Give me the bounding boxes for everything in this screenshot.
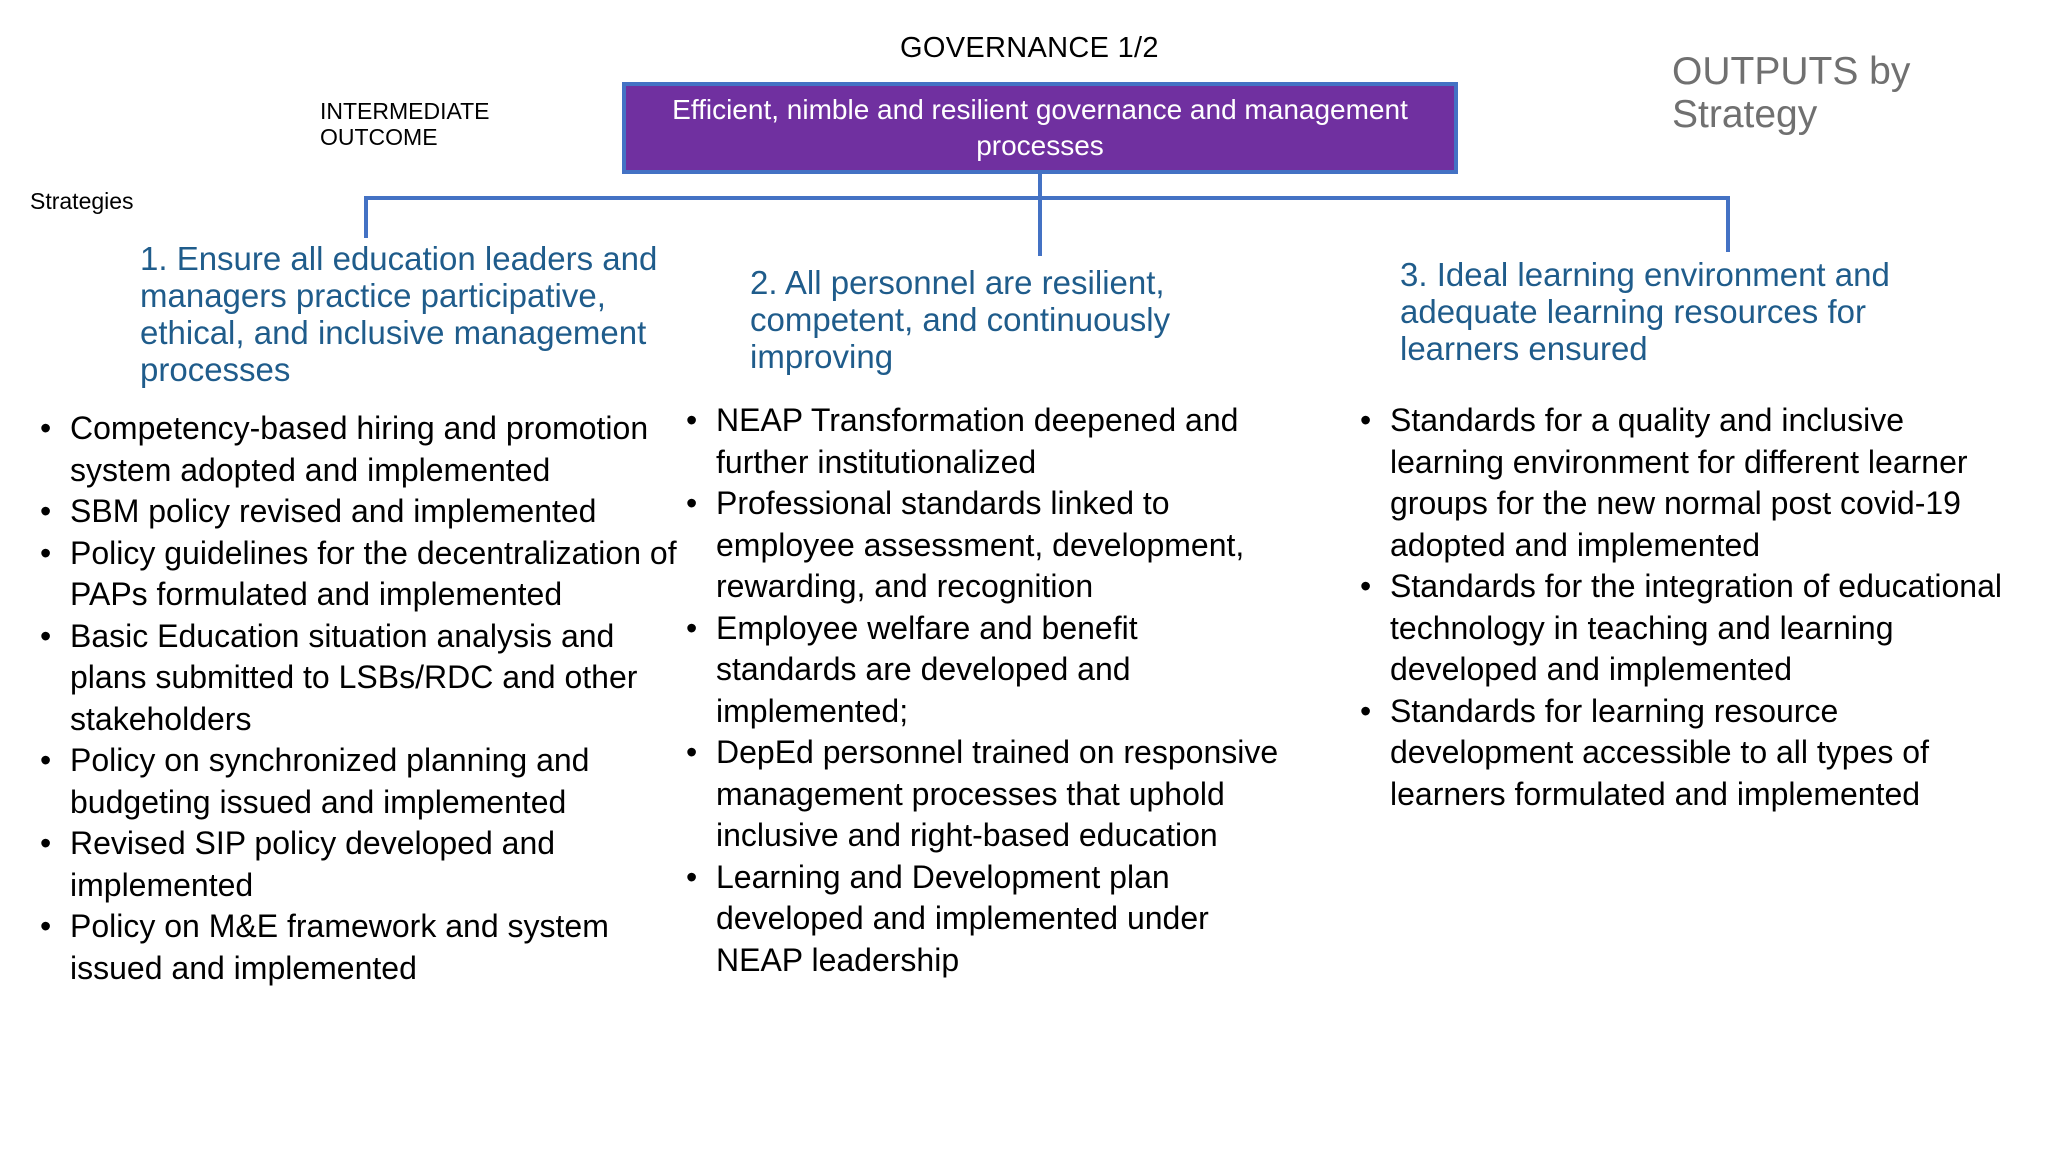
output-item: • Standards for a quality and inclusive learning environment for different learner groups for the new normal post covid-19 adopted and implemented: [1360, 400, 2020, 566]
output-item: • Competency-based hiring and promotion system adopted and implemented: [40, 408, 680, 491]
strategy-2-outputs: [686, 400, 1286, 981]
strategy-1-outputs: [40, 408, 680, 989]
output-item: • Standards for learning resource development accessible to all types of learners formulated and implemented: [1360, 691, 2020, 816]
strategy-1-title: 1. Ensure all education leaders and managers practice participative, ethical, and inclusive management processes: [140, 240, 658, 388]
intermediate-outcome-label: INTERMEDIATE OUTCOME: [320, 98, 490, 150]
intermediate-outcome-text: Efficient, nimble and resilient governance and management processes: [672, 94, 1408, 161]
output-item: • Policy guidelines for the decentralization of PAPs formulated and implemented: [40, 533, 680, 616]
output-item: • Policy on synchronized planning and budgeting issued and implemented: [40, 740, 680, 823]
output-item: • Learning and Development plan developed and implemented under NEAP leadership: [686, 857, 1286, 982]
strategy-2-title: 2. All personnel are resilient, competent, and continuously improving: [750, 264, 1171, 375]
output-item: • Employee welfare and benefit standards are developed and implemented;: [686, 608, 1286, 733]
output-item: • DepEd personnel trained on responsive management processes that uphold inclusive and right-based education: [686, 732, 1286, 857]
strategy-3-outputs: [1360, 400, 2020, 815]
output-item: • Revised SIP policy developed and implemented: [40, 823, 680, 906]
output-item: • Professional standards linked to employee assessment, development, rewarding, and recognition: [686, 483, 1286, 608]
output-item: • Policy on M&E framework and system issued and implemented: [40, 906, 680, 989]
strategy-3-title: 3. Ideal learning environment and adequate learning resources for learners ensured: [1400, 256, 1890, 367]
outputs-heading: OUTPUTS by Strategy: [1672, 50, 1911, 136]
output-item: • Standards for the integration of educational technology in teaching and learning developed and implemented: [1360, 566, 2020, 691]
output-item: • NEAP Transformation deepened and further institutionalized: [686, 400, 1286, 483]
slide-title: GOVERNANCE 1/2: [900, 32, 1159, 64]
output-item: • SBM policy revised and implemented: [40, 491, 680, 533]
strategies-label: Strategies: [30, 188, 134, 214]
output-item: • Basic Education situation analysis and plans submitted to LSBs/RDC and other stakeholders: [40, 616, 680, 741]
